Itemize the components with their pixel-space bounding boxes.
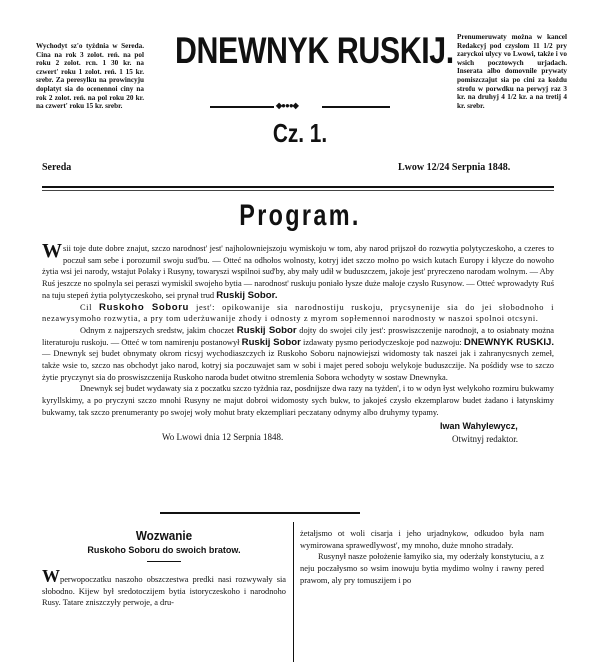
appeal-paragraph: Rusynył nasze położenie łamyiko sia, my oderżały konstytuciu, a z neju poczałysmo so wsim inowuju bytia mydimo wolny i rawny pered prawom, aly pry tomuszijem i po [300, 552, 544, 585]
ornament-line-left [210, 106, 274, 108]
ornament-line-right [322, 106, 390, 108]
dropcap: W [42, 240, 62, 262]
program-body [42, 240, 555, 449]
appeal-column-left [42, 528, 286, 609]
header-rule-thin [42, 190, 554, 191]
appeal-subtitle: Ruskoho Soboru do swoich bratow. [87, 545, 241, 555]
program-paragraph: Odnym z najperszych sredstw, jakim choczet Ruskij Sobor dojty do swojei cily jest': proswiszczenije narodnojt, a to osiabnaty można literaturoju ruskoju. — Otteć w tom namirenju postanowył Ruskij Sobor izdawaty pysmo periodyczeskoje pod nazwoju: DNEWNYK RUSKIJ. — Dnewnyk sej budet obnymaty okrom ricsyj wychodiaszczych iz Ruskoho Soboru najnowiejszi widomosty tak naszei jak i zahranycsnych zemeł, także wsie to, szczo nas obchodyt jako narod, kotryj sia poczuwajet sam w sobi i majet pered soboju welykoje buduszczije. Na pośdidy wse to szczo żytie pryczynyt sia do proswiszczenija Ruskoho naroda budet otwitno stremlenia Sobora wchodyty w sostaw Dnewnyka. [42, 324, 555, 382]
masthead-ornament [210, 101, 390, 111]
column-divider [293, 522, 294, 662]
dateline: Lwow 12/24 Serpnia 1848. [398, 162, 511, 173]
program-paragraph: Cil Ruskoho Soboru jest': opikowanije sia narodnostiju ruskoju, prycsynenije sia do jei słobodnoho i nezawysymoho rozwytia, a pry tom uderżuwanije zhody i odnosty z myrom sopłemennoi narodnosty w naszoi spolnoi otcsyni. [42, 301, 555, 324]
header-rule [42, 186, 554, 188]
ruskij-sobor-emphasis: Ruskij Sobor. [216, 289, 278, 301]
weekday: Sereda [42, 162, 72, 173]
signature-block [42, 419, 554, 449]
program-paragraph: Wsii toje dute dobre znajut, szczo narodnost' jest' najholowniejszoju wymiskoju w tom, aby narod prijszoł do rozwytia polytyczeskoho, a czeres to poczuł sam sebe i porozumil swoju sud'bu. — Otteć na odhołos wolnosty, kotryj idet szczo mołno po wsich kutach Europy i kłycze do nowoho żytia wsi jei narody, wstajut Polaky i Rusyny, towaryszi wspilnoi sud'by, aby mały udił w buduszczem, jakoje jest' pryreczeno narodam wolnym. — Aby Ruś jeszcze no spolnyla sei peraszi wymiskil swojeho bytia — narodnost' ruskuju poniało łysze duże małoje czysło Rusynow. — Otteć wprowadyty Ruś na tuju stepeń żytia polytyczeskoho, sei prynał trud Ruskij Sobor. [42, 240, 554, 301]
appeal-rule [147, 561, 181, 562]
appeal-column-right [300, 528, 544, 587]
masthead-title: DNEWNYK RUSKIJ. [175, 30, 454, 71]
appeal-paragraph: Wperwopoczatku naszoho obszczestwa predki nasi rozwywały sia słobodno. Kijew był sredotoczijem bytia istoryczeskoho i narodnoho Rusy. Tatare zniszczyły perwoje, a dru- [42, 566, 286, 608]
place-date: Wo Lwowi dnia 12 Serpnia 1848. [162, 431, 284, 442]
editor-name: Iwan Wahylewycz, [440, 420, 518, 431]
appeal-paragraph: żetałjsmo ot woli cisarja i jeho urjadnykow, odkudoo była nam wymirowana sprawedlywost', my mnoho, duże mnoho stradały. [300, 529, 544, 550]
ornament-beads-icon: ◆●●●◆ [276, 101, 298, 110]
issue-number: Cz. 1. [272, 118, 328, 148]
editor-role: Otwitnyj redaktor. [452, 433, 518, 444]
program-title: Program. [239, 199, 361, 232]
subscription-notice-right: Prenumeruwaty można w kancel Redakcyj pod czyslom 11 1/2 pry zaryckoi ulycy vo Lwowi, także i vo wsich pocztowych urjadach. Inserata albo domovnile prywaty pomiszczajut sia po cini za kożdu strofu w porwdku na perwyj raz 3 kr. na druhyj 4 1/2 kr. a na tretij 4 kr. srebr. [457, 33, 567, 110]
dropcap: W [42, 566, 60, 586]
subscription-notice-left: Wychodyt sz'o tyźdnia w Sereda. Cina na rok 3 zolot. reń. na pol roku 2 zolot. rcn. 1 30 kr. na czwert' roku 1 zolot. reń. 1 15 kr. srebr. Za peresylku na prowincyju doplatyt sia do ocenennoi ciny na rok 2 zolot. reń. na pol roku 20 kr. na czwert' roku 15 kr. srebr. [36, 42, 144, 111]
appeal-title: Wozwanie [135, 528, 193, 543]
program-paragraph: Dnewnyk sej budet wydawaty sia z poczatku szczo tyżdnia raz, posdnijsze dwa razy na tyżden', i to w odyn łyst welykoho rozmiru bukwamy kyryllskimy, a po pryczyni szczo mnohi Rusyny ne majut dobroi widomosty sych bukw, to jakojeś czysło ekzemplarow budet żadano i łatynskimy bukwamy, tak szczo prenumeranty po swojej woły mohut braty ekzempliari peczatany odnymy albo druhymy typamy. [42, 384, 554, 417]
section-divider [160, 512, 360, 514]
